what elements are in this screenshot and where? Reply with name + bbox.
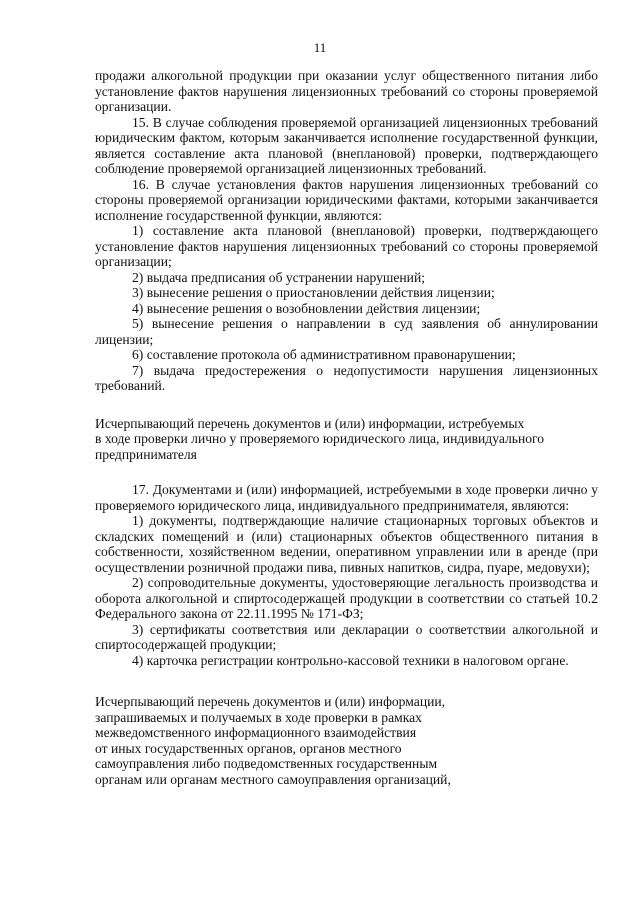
heading-documents-requested <box>95 416 598 463</box>
paragraph-p15: 15. В случае соблюдения проверяемой организацией лицензионных требований юридическим фактом, которым заканчивается исполнение государственной функции, является составление акта плановой (внеплановой) проверки, подтверждающего соблюдение проверяемой организацией лицензионных требований. <box>95 114 598 176</box>
paragraph-p16-4: 4) вынесение решения о возобновлении действия лицензии; <box>132 300 481 316</box>
paragraph-p16-1: 1) составление акта плановой (внеплановой) проверки, подтверждающего установление фактов нарушения лицензионных требований со стороны проверяемой организации; <box>95 223 598 269</box>
section-licensing-results <box>95 68 598 394</box>
paragraph-p17: 17. Документами и (или) информацией, истребуемыми в ходе проверки лично у проверяемого юридического лица, индивидуального предпринимателя, являются: <box>95 482 598 513</box>
heading-line: органам или органам местного самоуправления организаций, <box>95 771 451 787</box>
paragraph-p16: 16. В случае установления фактов нарушения лицензионных требований со стороны проверяемой организации юридическими фактами, которыми заканчивается исполнение государственной функции, являются: <box>95 176 598 223</box>
document-body <box>95 68 598 787</box>
heading-line: в ходе проверки лично у проверяемого юридического лица, индивидуального <box>95 431 545 446</box>
paragraph-p16-7: 7) выдача предостережения о недопустимости нарушения лицензионных требований. <box>95 362 598 393</box>
heading-line: Исчерпывающий перечень документов и (или) информации, истребуемых <box>95 415 525 431</box>
paragraph-p16-3: 3) вынесение решения о приостановлении действия лицензии; <box>132 285 495 300</box>
paragraph-p16-5: 5) вынесение решения о направлении в суд заявления об аннулировании лицензии; <box>95 316 598 347</box>
paragraph-p17-3: 3) сертификаты соответствия или декларации о соответствии алкогольной и спиртосодержащей продукции; <box>95 621 598 652</box>
heading-line: от иных государственных органов, органов местного <box>95 740 402 756</box>
paragraph-p16-6: 6) составление протокола об административном правонарушении; <box>132 347 516 362</box>
heading-line: самоуправления либо подведомственных государственным <box>95 756 438 771</box>
page-number: 11 <box>313 40 327 55</box>
heading-line: Исчерпывающий перечень документов и (или) информации, <box>95 694 446 709</box>
paragraph-p17-2: 2) сопроводительные документы, удостоверяющие легальность производства и оборота алкогольной и спиртосодержащей продукции в соответствии со статьей 10.2 Федерального закона от 22.11.1995 № 171-ФЗ; <box>95 575 598 621</box>
paragraph-p17-1: 1) документы, подтверждающие наличие стационарных торговых объектов и складских помещений и (или) стационарных объектов общественного питания в собственности, хозяйственном ведении, оперативном управлении или в аренде (при осуществлении розничной продажи пива, пивных напитков, сидра, пуаре, медовухи); <box>95 513 598 575</box>
heading-line: запрашиваемых и получаемых в ходе проверки в рамках <box>95 709 422 725</box>
heading-line: предпринимателя <box>95 446 197 462</box>
heading-interagency-documents <box>95 694 598 787</box>
paragraph-p16-2: 2) выдача предписания об устранении нарушений; <box>132 269 426 285</box>
section-documents-list <box>95 482 598 668</box>
heading-line: межведомственного информационного взаимодействия <box>95 725 417 740</box>
paragraph-p-cont: продажи алкогольной продукции при оказании услуг общественного питания либо установление фактов нарушения лицензионных требований со стороны проверяемой организации. <box>95 68 598 114</box>
paragraph-p17-4: 4) карточка регистрации контрольно-кассовой техники в налоговом органе. <box>132 652 569 668</box>
